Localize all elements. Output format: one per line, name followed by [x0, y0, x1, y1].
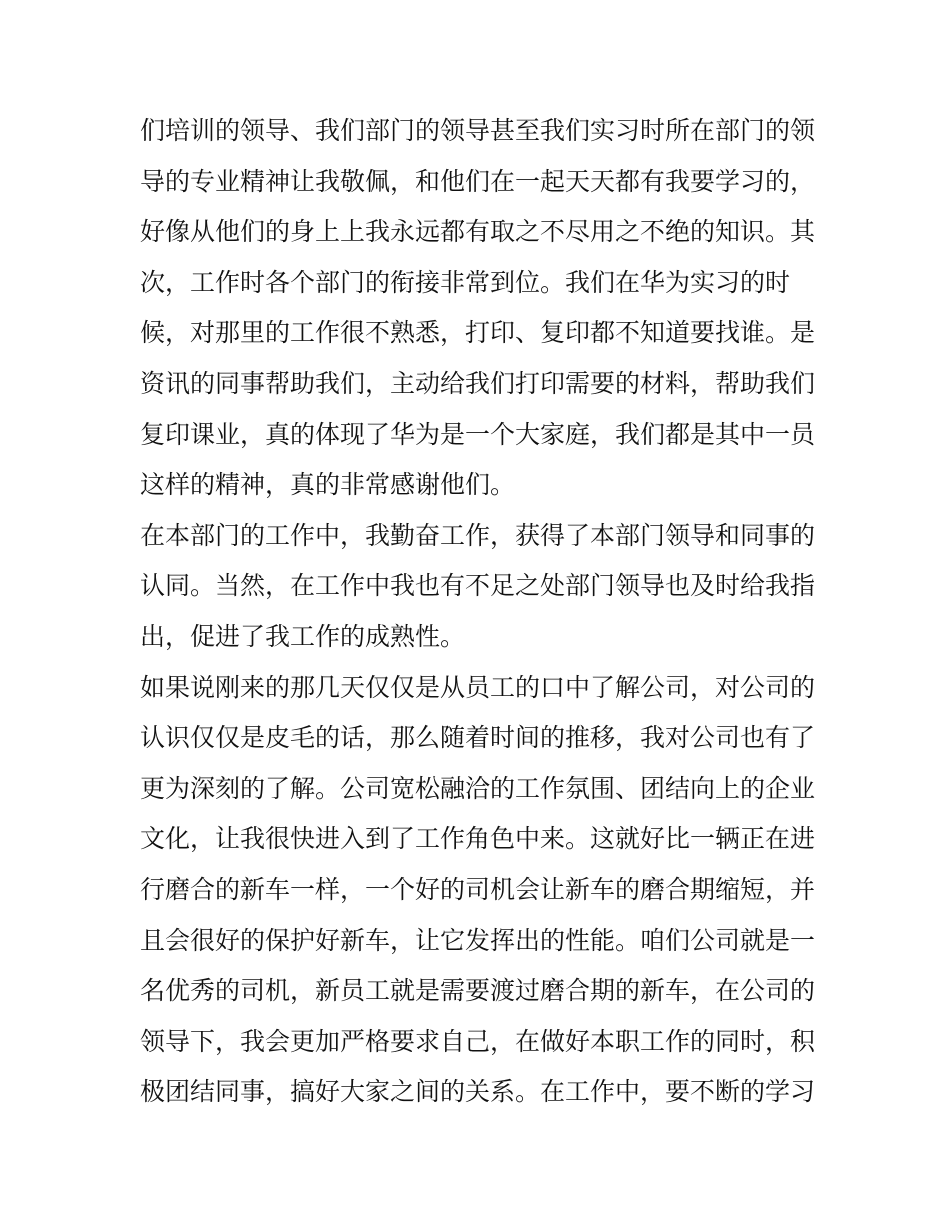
text-line: 文化，让我很快进入到了工作角色中来。这就好比一辆正在进	[140, 824, 816, 854]
text-line: 认同。当然，在工作中我也有不足之处部门领导也及时给我指	[140, 571, 816, 601]
document-body-text	[140, 106, 820, 1118]
text-line: 且会很好的保护好新车，让它发挥出的性能。咱们公司就是一	[140, 925, 816, 955]
text-line: 极团结同事，搞好大家之间的关系。在工作中，要不断的学习	[140, 1077, 816, 1107]
text-line: 更为深刻的了解。公司宽松融洽的工作氛围、团结向上的企业	[140, 773, 816, 803]
text-line: 出，促进了我工作的成熟性。	[140, 621, 466, 651]
text-line: 复印课业，真的体现了华为是一个大家庭，我们都是其中一员	[140, 419, 816, 449]
text-line: 资讯的同事帮助我们，主动给我们打印需要的材料，帮助我们	[140, 368, 816, 398]
text-line: 们培训的领导、我们部门的领导甚至我们实习时所在部门的领	[140, 116, 816, 145]
text-line: 行磨合的新车一样，一个好的司机会让新车的磨合期缩短，并	[140, 874, 816, 904]
text-line: 领导下，我会更加严格要求自己，在做好本职工作的同时，积	[140, 1026, 816, 1056]
text-line: 在本部门的工作中，我勤奋工作，获得了本部门领导和同事的	[140, 520, 816, 550]
text-line: 如果说刚来的那几天仅仅是从员工的口中了解公司，对公司的	[140, 672, 816, 702]
text-line: 候，对那里的工作很不熟悉，打印、复印都不知道要找谁。是	[140, 318, 816, 348]
text-line: 导的专业精神让我敬佩，和他们在一起天天都有我要学习的，	[140, 166, 816, 196]
text-line: 次，工作时各个部门的衔接非常到位。我们在华为实习的时	[140, 267, 791, 297]
text-line: 名优秀的司机，新员工就是需要渡过磨合期的新车，在公司的	[140, 976, 816, 1006]
text-line: 认识仅仅是皮毛的话，那么随着时间的推移，我对公司也有了	[140, 723, 816, 753]
text-line: 好像从他们的身上上我永远都有取之不尽用之不绝的知识。其	[140, 217, 816, 247]
text-line: 这样的精神，真的非常感谢他们。	[140, 470, 516, 500]
